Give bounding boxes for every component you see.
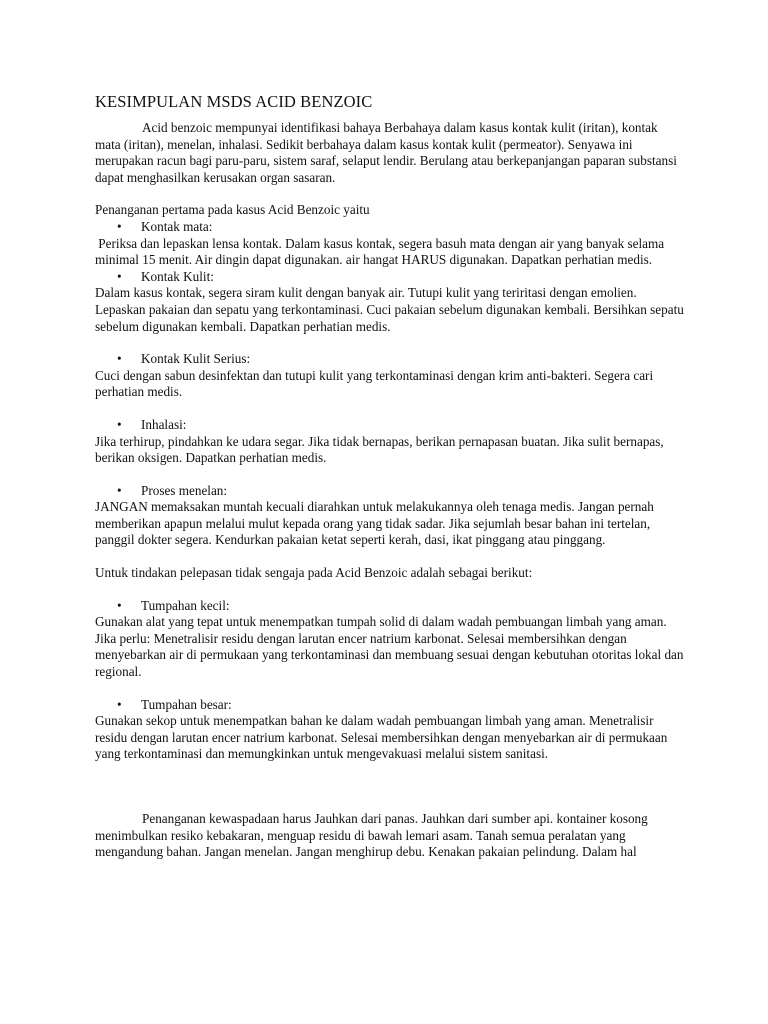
bullet-icon: • <box>117 597 122 613</box>
release-heading: Untuk tindakan pelepasan tidak sengaja pada Acid Benzoic adalah sebagai berikut: <box>95 565 533 581</box>
release-text: Gunakan sekop untuk menempatkan bahan ke dalam wadah pembuangan limbah yang aman. Menetralisir residu dengan larutan encer natrium karbonat. Selesai membersihkan dengan menyebarkan air di permukaan yang terkontaminasi dan memungkinkan untuk mengevakuasi melalui sistem sanitasi. <box>95 713 668 762</box>
bullet-icon: • <box>117 482 122 498</box>
first-aid-item-inhalation <box>95 417 685 434</box>
bullet-icon: • <box>117 351 122 367</box>
first-aid-label: Kontak Kulit Serius: <box>141 351 251 367</box>
first-aid-label: Inhalasi: <box>141 416 187 432</box>
first-aid-heading: Penanganan pertama pada kasus Acid Benzoic yaitu <box>95 202 370 218</box>
release-label: Tumpahan kecil: <box>141 597 230 613</box>
first-aid-item-eye <box>95 219 685 236</box>
bullet-icon: • <box>117 218 122 234</box>
release-text: Gunakan alat yang tepat untuk menempatkan tumpah solid di dalam wadah pembuangan limbah yang aman. Jika perlu: Menetralisir residu dengan larutan encer natrium karbonat. Selesai membersihkan dengan menyebarkan air di permukaan yang terkontaminasi dan membuang sesuai dengan kebutuhan otoritas lokal dan regional. <box>95 614 684 680</box>
first-aid-text: Dalam kasus kontak, segera siram kulit dengan banyak air. Tutupi kulit yang teriritasi dengan emolien. Lepaskan pakaian dan sepatu yang terkontaminasi. Cuci pakaian sebelum digunakan kembali. Bersihkan sepatu sebelum digunakan kembali. Dapatkan perhatian medis. <box>95 285 684 334</box>
first-aid-text: Cuci dengan sabun desinfektan dan tutupi kulit yang terkontaminasi dengan krim anti-bakteri. Segera cari perhatian medis. <box>95 367 654 400</box>
bullet-icon: • <box>117 268 122 284</box>
first-aid-text: Periksa dan lepaskan lensa kontak. Dalam kasus kontak, segera basuh mata dengan air yang banyak selama minimal 15 menit. Air dingin dapat digunakan. air hangat HARUS digunakan. Dapatkan perhatian medis. <box>95 235 668 268</box>
first-aid-text: Jika terhirup, pindahkan ke udara segar. Jika tidak bernapas, berikan pernapasan buatan. Jika sulit bernapas, berikan oksigen. Dapatkan perhatian medis. <box>95 433 664 466</box>
intro-paragraph: Acid benzoic mempunyai identifikasi bahaya Berbahaya dalam kasus kontak kulit (iritan), kontak mata (iritan), menelan, inhalasi. Sedikit berbahaya dalam kasus kontak kulit (permeator). Senyawa ini merupakan racun bagi paru-paru, sistem saraf, selaput lendir. Berulang atau berkepanjangan paparan substansi dapat menghasilkan kerusakan organ sasaran. <box>95 120 677 185</box>
first-aid-label: Proses menelan: <box>141 482 228 498</box>
first-aid-text: JANGAN memaksakan muntah kecuali diarahkan untuk melakukannya oleh tenaga medis. Jangan pernah memberikan apapun melalui mulut kepada orang yang tidak sadar. Jika sejumlah besar bahan ini tertelan, panggil dokter segera. Kendurkan pakaian ketat seperti kerah, dasi, ikat pinggang atau pinggang. <box>95 499 654 548</box>
release-item-small-spill <box>95 598 685 615</box>
bullet-icon: • <box>117 416 122 432</box>
first-aid-item-ingestion <box>95 483 685 500</box>
document-page <box>95 92 685 861</box>
release-item-large-spill <box>95 697 685 714</box>
document-title: KESIMPULAN MSDS ACID BENZOIC <box>95 92 373 111</box>
first-aid-label: Kontak mata: <box>141 218 213 234</box>
first-aid-label: Kontak Kulit: <box>141 268 214 284</box>
first-aid-item-skin <box>95 269 685 286</box>
handling-paragraph: Penanganan kewaspadaan harus Jauhkan dari panas. Jauhkan dari sumber api. kontainer kosong menimbulkan resiko kebakaran, menguap residu di bawah lemari asam. Tanah semua peralatan yang mengandung bahan. Jangan menelan. Jangan menghirup debu. Kenakan pakaian pelindung. Dalam hal <box>95 811 648 860</box>
first-aid-item-serious-skin <box>95 351 685 368</box>
bullet-icon: • <box>117 696 122 712</box>
release-label: Tumpahan besar: <box>141 696 232 712</box>
